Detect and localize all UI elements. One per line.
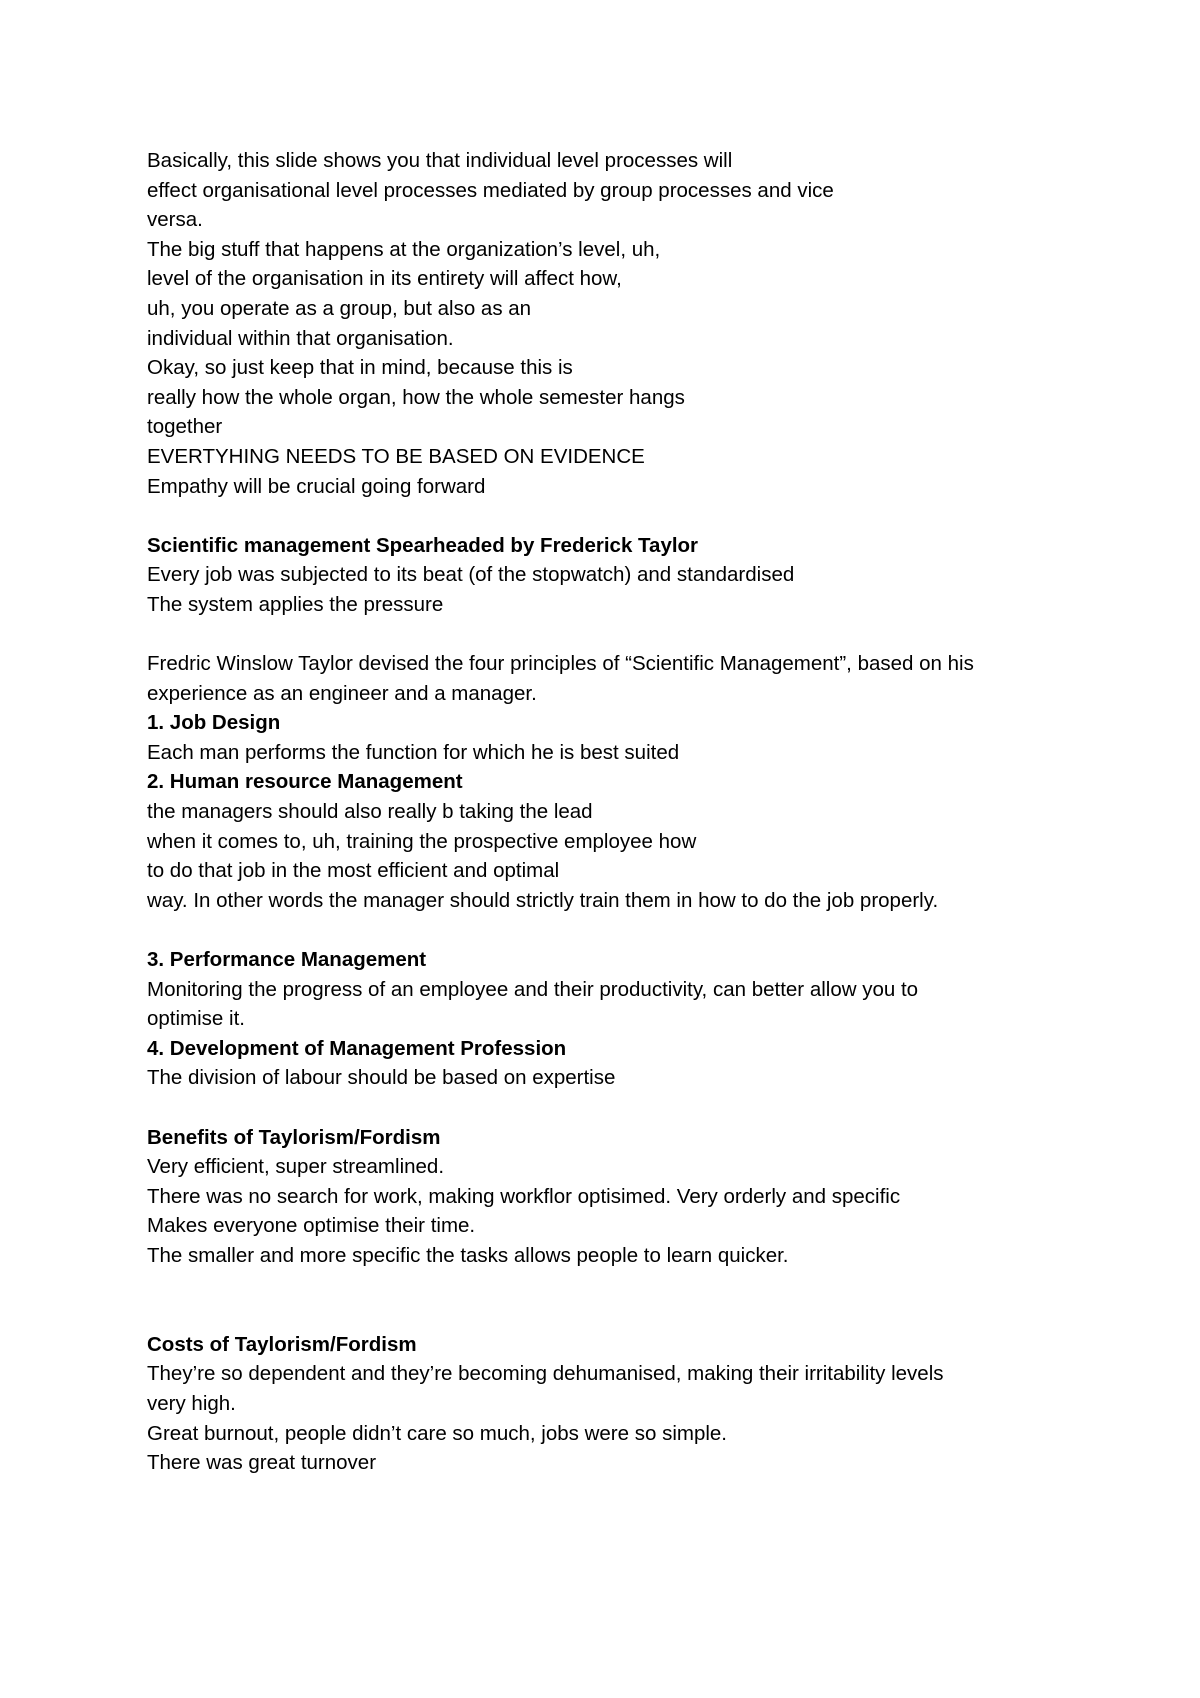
section-heading: Costs of Taylorism/Fordism (147, 1332, 417, 1356)
text-line: Great burnout, people didn’t care so much, jobs were so simple. (147, 1421, 727, 1445)
text-line: uh, you operate as a group, but also as an (147, 296, 532, 320)
text-line: versa. (147, 208, 203, 232)
text-line: They’re so dependent and they’re becoming dehumanised, making their irritability levels (147, 1362, 944, 1386)
text-line: The system applies the pressure (147, 592, 444, 616)
paragraph-gap (147, 1093, 1107, 1123)
text-line: Makes everyone optimise their time. (147, 1214, 476, 1238)
document-page (147, 146, 1107, 1478)
section-heading: Benefits of Taylorism/Fordism (147, 1125, 441, 1149)
text-line: optimise it. (147, 1007, 245, 1031)
benefits-section (147, 1123, 1107, 1271)
principle-heading: 1. Job Design (147, 711, 281, 735)
paragraph-gap (147, 501, 1107, 531)
text-line: There was great turnover (147, 1451, 377, 1475)
text-line: together (147, 415, 223, 439)
text-line: very high. (147, 1391, 236, 1415)
principles-section (147, 649, 1107, 1093)
section-heading: Scientific management Spearheaded by Frederick Taylor (147, 533, 699, 557)
text-line: Okay, so just keep that in mind, because this is (147, 356, 573, 380)
principle-heading: 3. Performance Management (147, 948, 427, 972)
text-line: individual within that organisation. (147, 326, 454, 350)
intro-section (147, 146, 1107, 501)
text-line: really how the whole organ, how the whole semester hangs (147, 385, 685, 409)
text-line: There was no search for work, making workflor optisimed. Very orderly and specific (147, 1184, 901, 1208)
paragraph-gap (147, 915, 1107, 945)
text-line: to do that job in the most efficient and optimal (147, 859, 560, 883)
text-line: Empathy will be crucial going forward (147, 474, 486, 498)
text-line: level of the organisation in its entirety will affect how, (147, 267, 622, 291)
text-line: EVERTYHING NEEDS TO BE BASED ON EVIDENCE (147, 444, 645, 468)
principle-heading: 2. Human resource Management (147, 770, 463, 794)
text-line: Fredric Winslow Taylor devised the four principles of “Scientific Management”, based on his (147, 652, 974, 676)
paragraph-gap (147, 620, 1107, 650)
text-line: The smaller and more specific the tasks allows people to learn quicker. (147, 1243, 789, 1267)
text-line: Each man performs the function for which he is best suited (147, 740, 680, 764)
text-line: The big stuff that happens at the organization’s level, uh, (147, 237, 661, 261)
text-line: The division of labour should be based on expertise (147, 1066, 616, 1090)
text-line: Every job was subjected to its beat (of the stopwatch) and standardised (147, 563, 795, 587)
text-line: effect organisational level processes mediated by group processes and vice (147, 178, 834, 202)
text-line: Monitoring the progress of an employee and their productivity, can better allow you to (147, 977, 919, 1001)
paragraph-gap (147, 1271, 1107, 1330)
principle-heading: 4. Development of Management Profession (147, 1036, 567, 1060)
costs-section (147, 1330, 1107, 1478)
text-line: way. In other words the manager should strictly train them in how to do the job properly. (147, 888, 939, 912)
text-line: Basically, this slide shows you that individual level processes will (147, 149, 733, 172)
text-line: Very efficient, super streamlined. (147, 1155, 445, 1179)
text-line: experience as an engineer and a manager. (147, 681, 537, 705)
text-line: the managers should also really b taking the lead (147, 800, 593, 824)
text-line: when it comes to, uh, training the prospective employee how (147, 829, 697, 853)
scientific-management-section (147, 531, 1107, 620)
